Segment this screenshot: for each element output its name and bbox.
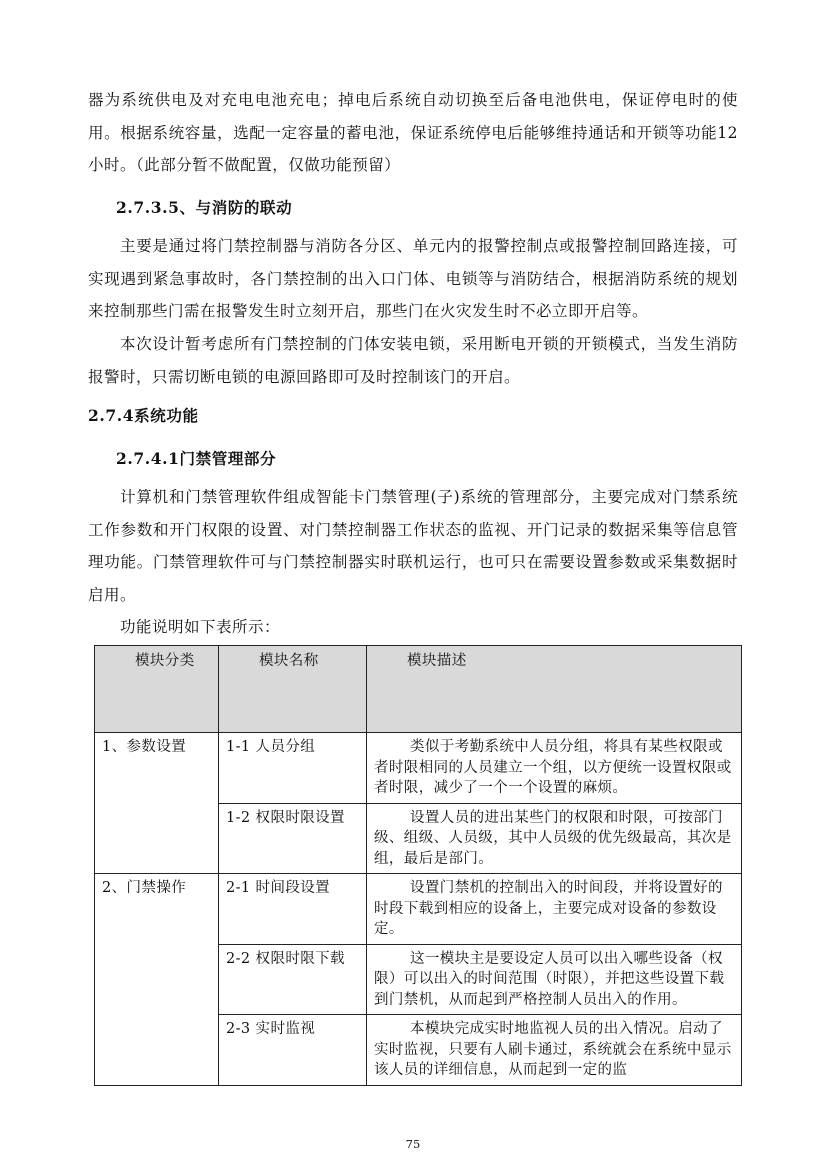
header-module-category: 模块分类 <box>95 646 219 733</box>
heading-access-management: 2.7.4.1门禁管理部分 <box>116 449 277 468</box>
module-description-cell: 本模块完成实时地监视人员的出入情况。启动了实时监视，只要有人刷卡通过，系统就会在系统中显示该人员的详细信息，从而起到一定的监 <box>367 1015 742 1086</box>
module-description-cell: 设置门禁机的控制出入的时间段，并将设置好的时段下载到相应的设备上，主要完成对设备的参数设定。 <box>367 874 742 945</box>
module-description-cell: 设置人员的进出某些门的权限和时限，可按部门级、组级、人员级，其中人员级的优先级最高，其次是组，最后是部门。 <box>367 803 742 874</box>
module-name-cell: 2-3 实时监视 <box>219 1015 367 1086</box>
header-module-name: 模块名称 <box>219 646 367 733</box>
heading-system-function: 2.7.4系统功能 <box>88 406 199 425</box>
paragraph-table-intro: 功能说明如下表所示： <box>120 618 281 636</box>
module-name-cell: 2-1 时间段设置 <box>219 874 367 945</box>
paragraph-electric-lock: 本次设计暂考虑所有门禁控制的门体安装电锁，采用断电开锁的开锁模式，当发生消防报警时，只需切断电锁的电源回路即可及时控制该门的开启。 <box>88 335 738 386</box>
page-number: 75 <box>405 1137 421 1151</box>
category-cell: 2、门禁操作 <box>95 874 219 1086</box>
paragraph-management-software: 计算机和门禁管理软件组成智能卡门禁管理(子)系统的管理部分，主要完成对门禁系统工作参数和开门权限的设置、对门禁控制器工作状态的监视、开门记录的数据采集等信息管理功能。门禁管理软件可与门禁控制器实时联机运行，也可只在需要设置参数或采集数据时启用。 <box>88 488 738 604</box>
table-row <box>95 874 742 945</box>
header-module-description: 模块描述 <box>367 646 742 733</box>
paragraph-fire-linkage: 主要是通过将门禁控制器与消防各分区、单元内的报警控制点或报警控制回路连接，可实现遇到紧急事故时，各门禁控制的出入口门体、电锁等与消防结合，根据消防系统的规划来控制那些门需在报警发生时立刻开启，那些门在火灾发生时不必立即开启等。 <box>88 237 738 320</box>
module-name-cell: 1-1 人员分组 <box>219 733 367 804</box>
module-description-cell: 类似于考勤系统中人员分组，将具有某些权限或者时限相同的人员建立一个组，以方便统一设置权限或者时限，减少了一个一个设置的麻烦。 <box>367 733 742 804</box>
table-header-row <box>95 646 742 733</box>
category-cell: 1、参数设置 <box>95 733 219 874</box>
table-row <box>95 733 742 804</box>
heading-fire-linkage: 2.7.3.5、与消防的联动 <box>116 198 293 217</box>
module-name-cell: 2-2 权限时限下载 <box>219 944 367 1015</box>
function-table <box>94 645 742 1086</box>
module-name-cell: 1-2 权限时限设置 <box>219 803 367 874</box>
module-description-cell: 这一模块主是要设定人员可以出入哪些设备（权限）可以出入的时间范围（时限），并把这些设置下载到门禁机，从而起到严格控制人员出入的作用。 <box>367 944 742 1015</box>
paragraph-power-supply: 器为系统供电及对充电电池充电；掉电后系统自动切换至后备电池供电，保证停电时的使用。根据系统容量，选配一定容量的蓄电池，保证系统停电后能够维持通话和开锁等功能12小时。（此部分暂不做配置，仅做功能预留） <box>88 91 738 174</box>
